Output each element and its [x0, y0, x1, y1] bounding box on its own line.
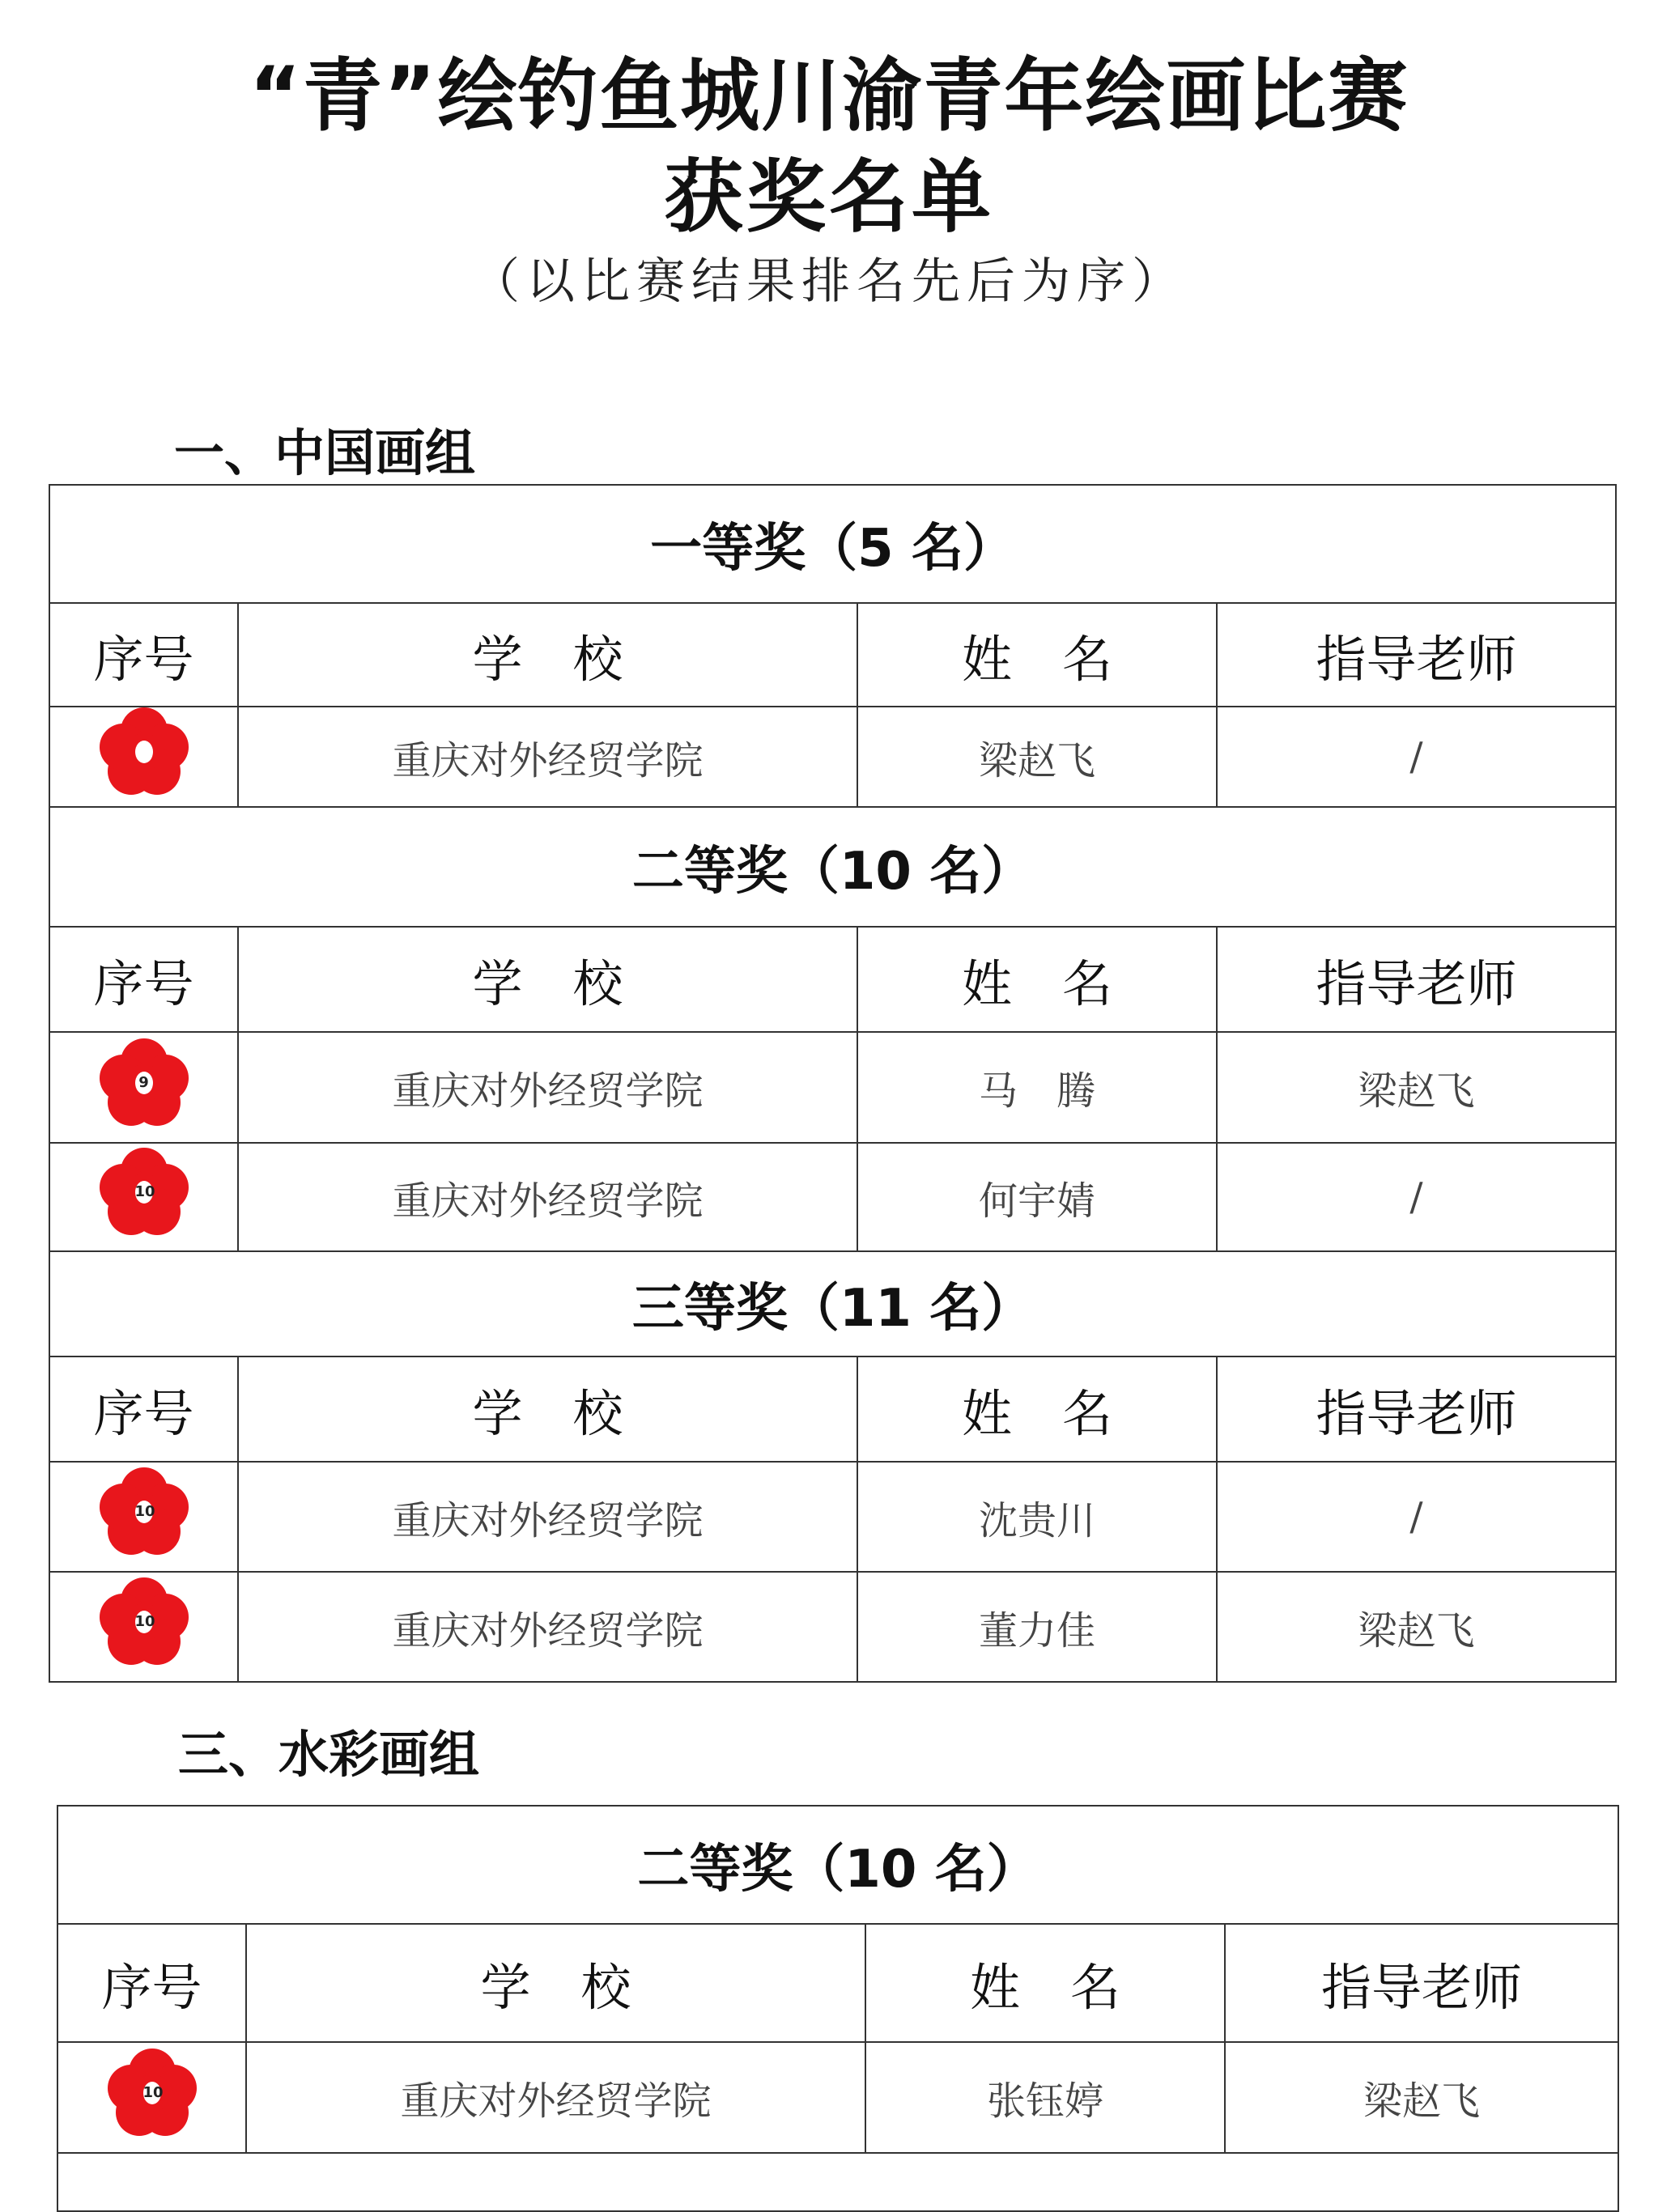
seq-cell	[49, 1032, 238, 1143]
col-header-teacher: 指导老师	[1217, 603, 1616, 707]
prize-row	[49, 485, 1616, 603]
red-flower-sticker-icon	[100, 1467, 189, 1556]
red-flower-sticker-icon	[100, 1038, 189, 1127]
document-subtitle: （以比赛结果排名先后为序）	[471, 253, 1187, 310]
prize-heading: 二等奖（10 名）	[49, 807, 1616, 927]
seq-number: 10	[143, 2082, 161, 2104]
teacher-cell: 梁赵飞	[1225, 2042, 1618, 2153]
school-cell: 重庆对外经贸学院	[238, 1572, 857, 1682]
seq-number	[135, 741, 153, 763]
col-header-teacher: 指导老师	[1225, 1924, 1618, 2042]
seq-number: 10	[135, 1181, 153, 1204]
name-cell: 马 腾	[857, 1032, 1217, 1143]
seq-cell	[49, 707, 238, 807]
section-title-watercolor: 三、水彩画组	[178, 1725, 480, 1784]
document-title-line2: 获奖名单	[663, 151, 994, 244]
award-table-watercolor	[57, 1805, 1619, 2212]
table-header-row	[49, 1356, 1616, 1462]
school-cell: 重庆对外经贸学院	[238, 707, 857, 807]
red-flower-sticker-icon	[100, 1577, 189, 1666]
seq-cell	[49, 1572, 238, 1682]
table-row	[49, 1572, 1616, 1682]
table-row	[49, 707, 1616, 807]
table-row	[49, 1143, 1616, 1251]
red-flower-sticker-icon	[100, 707, 189, 796]
prize-row	[57, 1806, 1618, 1924]
seq-number: 10	[135, 1611, 153, 1633]
teacher-cell: /	[1217, 707, 1616, 807]
seq-cell	[49, 1462, 238, 1572]
col-header-name: 姓 名	[857, 603, 1217, 707]
col-header-school: 学 校	[246, 1924, 865, 2042]
teacher-cell: /	[1217, 1143, 1616, 1251]
table-header-row	[49, 927, 1616, 1032]
col-header-seq: 序号	[57, 1924, 246, 2042]
col-header-school: 学 校	[238, 1356, 857, 1462]
school-cell: 重庆对外经贸学院	[238, 1462, 857, 1572]
teacher-cell: 梁赵飞	[1217, 1032, 1616, 1143]
prize-heading: 二等奖（10 名）	[57, 1806, 1618, 1924]
col-header-seq: 序号	[49, 1356, 238, 1462]
col-header-name: 姓 名	[857, 927, 1217, 1032]
prize-row	[49, 807, 1616, 927]
table-row	[49, 1032, 1616, 1143]
name-cell: 何宇婧	[857, 1143, 1217, 1251]
name-cell: 梁赵飞	[857, 707, 1217, 807]
table-row	[57, 2042, 1618, 2153]
prize-heading: 一等奖（5 名）	[49, 485, 1616, 603]
col-header-seq: 序号	[49, 603, 238, 707]
col-header-school: 学 校	[238, 603, 857, 707]
table-row	[49, 1462, 1616, 1572]
school-cell: 重庆对外经贸学院	[246, 2042, 865, 2153]
prize-heading: 三等奖（11 名）	[49, 1251, 1616, 1356]
empty-cell	[57, 2153, 1618, 2211]
table-header-row	[49, 603, 1616, 707]
table-row-empty	[57, 2153, 1618, 2211]
col-header-name: 姓 名	[865, 1924, 1225, 2042]
teacher-cell: 梁赵飞	[1217, 1572, 1616, 1682]
name-cell: 沈贵川	[857, 1462, 1217, 1572]
name-cell: 董力佳	[857, 1572, 1217, 1682]
col-header-name: 姓 名	[857, 1356, 1217, 1462]
col-header-school: 学 校	[238, 927, 857, 1032]
section-title-chinese-painting: 一、中国画组	[174, 423, 476, 482]
prize-row	[49, 1251, 1616, 1356]
col-header-teacher: 指导老师	[1217, 927, 1616, 1032]
name-cell: 张钰婷	[865, 2042, 1225, 2153]
teacher-cell: /	[1217, 1462, 1616, 1572]
seq-cell	[57, 2042, 246, 2153]
red-flower-sticker-icon	[100, 1148, 189, 1237]
table-header-row	[57, 1924, 1618, 2042]
school-cell: 重庆对外经贸学院	[238, 1143, 857, 1251]
seq-number: 9	[135, 1072, 153, 1094]
seq-number: 10	[135, 1501, 153, 1523]
col-header-seq: 序号	[49, 927, 238, 1032]
award-table-chinese-painting	[49, 484, 1617, 1683]
document-title-line1: “青”绘钓鱼城川渝青年绘画比赛	[249, 50, 1409, 142]
col-header-teacher: 指导老师	[1217, 1356, 1616, 1462]
school-cell: 重庆对外经贸学院	[238, 1032, 857, 1143]
seq-cell	[49, 1143, 238, 1251]
red-flower-sticker-icon	[108, 2049, 197, 2138]
